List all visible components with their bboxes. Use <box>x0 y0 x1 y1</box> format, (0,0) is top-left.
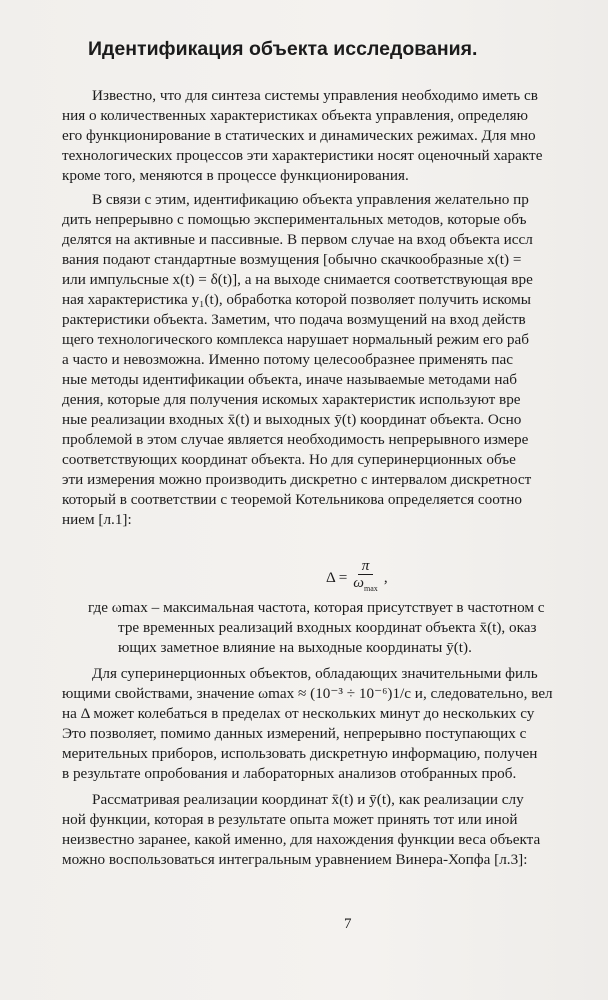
formula-denominator: $\omega_{max}$ <box>353 574 378 594</box>
sampling-interval-formula <box>326 558 388 597</box>
text-line: ной функции, которая в результате опыта может принять тот или иной <box>62 811 518 828</box>
text-line: тре временных реализаций входных координат объекта x̄(t), оказ <box>118 619 537 636</box>
text-line: соответствующих координат объекта. Но для суперинерционных объе <box>62 451 516 468</box>
text-line: на Δ может колебаться в пределах от нескольких минут до нескольких су <box>62 705 535 722</box>
text-line: ющими свойствами, значение ωmax ≈ (10⁻³ ÷ 10⁻⁶)1/с и, следовательно, вел <box>62 685 553 702</box>
text-line: можно воспользоваться интегральным уравнением Винера-Хопфа [л.3]: <box>62 851 528 868</box>
text-line: Это позволяет, помимо данных измерений, непрерывно поступающих с <box>62 725 527 742</box>
text-line: неизвестно заранее, какой именно, для нахождения функции веса объекта <box>62 831 541 848</box>
text-line: щего технологического комплекса нарушает нормальный режим его раб <box>62 331 529 348</box>
text-line: мерительных приборов, использовать дискретную информацию, получен <box>62 745 538 762</box>
text-line: проблемой в этом случае является необходимость непрерывного измере <box>62 431 529 448</box>
text-line: ния о количественных характеристиках объекта управления, определяю <box>62 107 528 124</box>
text-line: дить непрерывно с помощью экспериментальных методов, которые объ <box>62 211 527 228</box>
text-line: его функционирование в статических и динамических режимах. Для мно <box>62 127 536 144</box>
text-line: который в соответствии с теоремой Котельникова определяется соотно <box>62 491 522 508</box>
text-line: ная характеристика y₁(t), обработка которой позволяет получить искомы <box>62 291 531 308</box>
text-line: дения, которые для получения искомых характеристик используют вре <box>62 391 521 408</box>
text-line: ные реализации входных x̄(t) и выходных ȳ(t) координат объекта. Осно <box>62 411 522 428</box>
text-line: нием [л.1]: <box>62 511 132 528</box>
text-line: кроме того, меняются в процессе функционирования. <box>62 167 409 184</box>
text-line: ные методы идентификации объекта, иначе называемые методами наб <box>62 371 517 388</box>
formula-fraction <box>351 558 380 597</box>
formula-numerator: π <box>358 558 374 575</box>
text-line: ющих заметное влияние на выходные координаты ȳ(t). <box>118 639 472 656</box>
text-line: или импульсные x(t) = δ(t)], а на выходе снимается соответствующая вре <box>62 271 533 288</box>
text-line: эти измерения можно производить дискретно с интервалом дискретност <box>62 471 532 488</box>
text-line: технологических процессов эти характеристики носят оценочный характе <box>62 147 543 164</box>
text-line: а часто и невозможна. Именно потому целесообразнее применять пас <box>62 351 513 368</box>
page-title: Идентификация объекта исследования. <box>88 38 478 60</box>
text-line: вания подают стандартные возмущения [обычно скачкообразные x(t) = <box>62 251 522 268</box>
text-line: Для суперинерционных объектов, обладающих значительными филь <box>92 665 538 682</box>
text-line: делятся на активные и пассивные. В первом случае на вход объекта иссл <box>62 231 533 248</box>
text-line: Известно, что для синтеза системы управления необходимо иметь св <box>92 87 538 104</box>
page-number: 7 <box>344 916 352 932</box>
text-line: Рассматривая реализации координат x̄(t) и ȳ(t), как реализации слу <box>92 791 524 808</box>
text-line: рактеристики объекта. Заметим, что подача возмущений на вход действ <box>62 311 526 328</box>
formula-trail: , <box>383 568 388 586</box>
text-line: где ωmax – максимальная частота, которая присутствует в частотном с <box>88 599 545 616</box>
text-line: в результате опробования и лабораторных анализов отобранных проб. <box>62 765 517 782</box>
formula-lhs: Δ = <box>326 568 348 586</box>
text-line: В связи с этим, идентификацию объекта управления желательно пр <box>92 191 529 208</box>
